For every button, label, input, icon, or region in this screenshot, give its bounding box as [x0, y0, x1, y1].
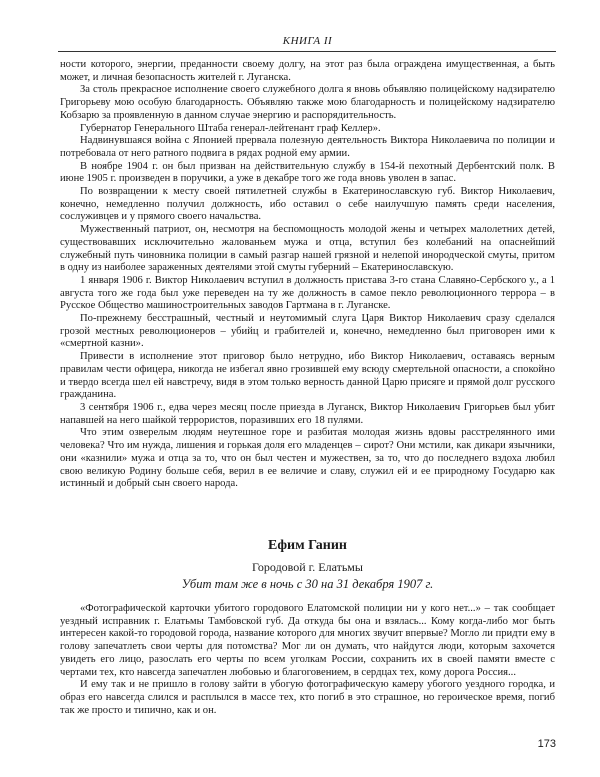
chapter-date-line: Убит там же в ночь с 30 на 31 декабря 1907 г.	[181, 577, 434, 591]
paragraph: По возвращении к месту своей пятилетней службы в Екатеринославскую губ. Виктор Николаевич, конечно, немедленно получил должность, ибо оставил о себе наилучшую память среди населения, сослуживцев и у прямого своего начальства.	[60, 186, 555, 223]
running-head: КНИГА II	[282, 35, 333, 47]
paragraph: По-прежнему бесстрашный, честный и неутомимый слуга Царя Виктор Николаевич сразу сделался грозой местных революционеров – убийц и грабителей и, конечно, немедленно был приговорен ими к «смертной казни».	[60, 313, 555, 350]
paragraph: 1 января 1906 г. Виктор Николаевич вступил в должность пристава 3-го стана Славяно-Сербского у., а 1 августа того же года был уже переведен на ту же должность в самое пекло революционного террора – в Русское Общество машиностроительных заводов Гартмана в г. Луганске.	[60, 274, 555, 312]
chapter-subtitle: Городовой г. Елатьмы	[252, 560, 363, 574]
paragraph: Губернатор Генерального Штаба генерал-лейтенант граф Келлер».	[80, 122, 381, 134]
paragraph: Надвинувшаяся война с Японией прервала полезную деятельность Виктора Николаевича по полиции и потребовала от него ратного подвига в рядах родной ему армии.	[60, 135, 555, 159]
paragraph: Привести в исполнение этот приговор было нетрудно, ибо Виктор Николаевич, оставаясь верным правилам чести офицера, никогда не избегал явно грозившей ему всюду смертельной опасности, а спокойно и твердо всегда шел ей навстречу, видя в этом только верность данной Царю присяге и прямой долг русского гражданина.	[60, 351, 555, 401]
header-rule	[58, 51, 556, 52]
paragraph: «Фотографической карточки убитого городового Елатомской полиции ни у кого нет...» – так сообщает уездный исправник г. Елатьмы Тамбовской губ. Да откуда бы она и взялась... Кому когда-либо мог быть интересен какой-то городовой города, название которого для многих звучит впервые? Могло ли придти ему в голову запечатлеть свои черты для потомства? Мог ли он думать, что найдутся люди, которым захочется увидеть его лицо, разослать его черты по всем уголкам России, сохранить их в своей памяти вместе с чертами тех, кто навсегда запечатлен любовью и благоговением, в сердцах тех, кому дорога Россия...	[60, 603, 555, 678]
paragraph: Мужественный патриот, он, несмотря на беспомощность молодой жены и четырех малолетних детей, существовавших исключительно жалованьем мужа и отца, вступил без колебаний на опаснейший служебный путь чиновника полиции в самый разгар нашей грязной и нелепой инородческой смуты, притом в одну из наиболее зараженных деятелями этой смуты губерний – Екатеринославскую.	[60, 224, 555, 274]
section-2-text	[60, 603, 555, 717]
paragraph: ности которого, энергии, преданности своему долгу, на этот раз была ограждена имущественная, а быть может, и личная безопасность жителей г. Луганска.	[60, 59, 555, 83]
paragraph: 3 сентября 1906 г., едва через месяц после приезда в Луганск, Виктор Николаевич Григорьев был убит напавшей на него шайкой террористов, поразивших его 18 пулями.	[60, 401, 555, 426]
paragraph: Что этим озверелым людям неутешное горе и разбитая молодая жизнь вдовы расстрелянного ими человека? Что им нужда, лишения и горькая доля его младенцев – сирот? Они мстили, как дикари язычники, они «казнили» мужа и отца за то, что он был честен и мужествен, за то, что до последнего вздоха любил свою великую Родину больше себя, верил в ее величие и славу, служил ей и ее природному Государю как истинный и добрый сын своего народа.	[60, 427, 555, 490]
section-1-text	[60, 59, 555, 491]
paragraph: В ноябре 1904 г. он был призван на действительную службу в 154-й пехотный Дербентский полк. В июне 1905 г. произведен в поручики, а уже в декабре того же года вновь уволен в запас.	[60, 160, 555, 185]
paragraph: За столь прекрасное исполнение своего служебного долга я вновь объявляю полицейскому надзирателю Григорьеву мою особую благодарность. Объявляю также мою благодарность и полицейскому надзирателю Кобзарю за проявленную в данном случае энергию и распорядительность.	[60, 84, 555, 121]
paragraph: И ему так и не пришло в голову зайти в убогую фотографическую камеру убогого уездного городка, и образ его навсегда слился и расплылся в массе тех, кто погиб в это страшное, но героическое время, погиб так же просто и типично, как и он.	[60, 679, 555, 716]
page-number: 173	[537, 738, 556, 750]
chapter-title: Ефим Ганин	[267, 538, 347, 553]
